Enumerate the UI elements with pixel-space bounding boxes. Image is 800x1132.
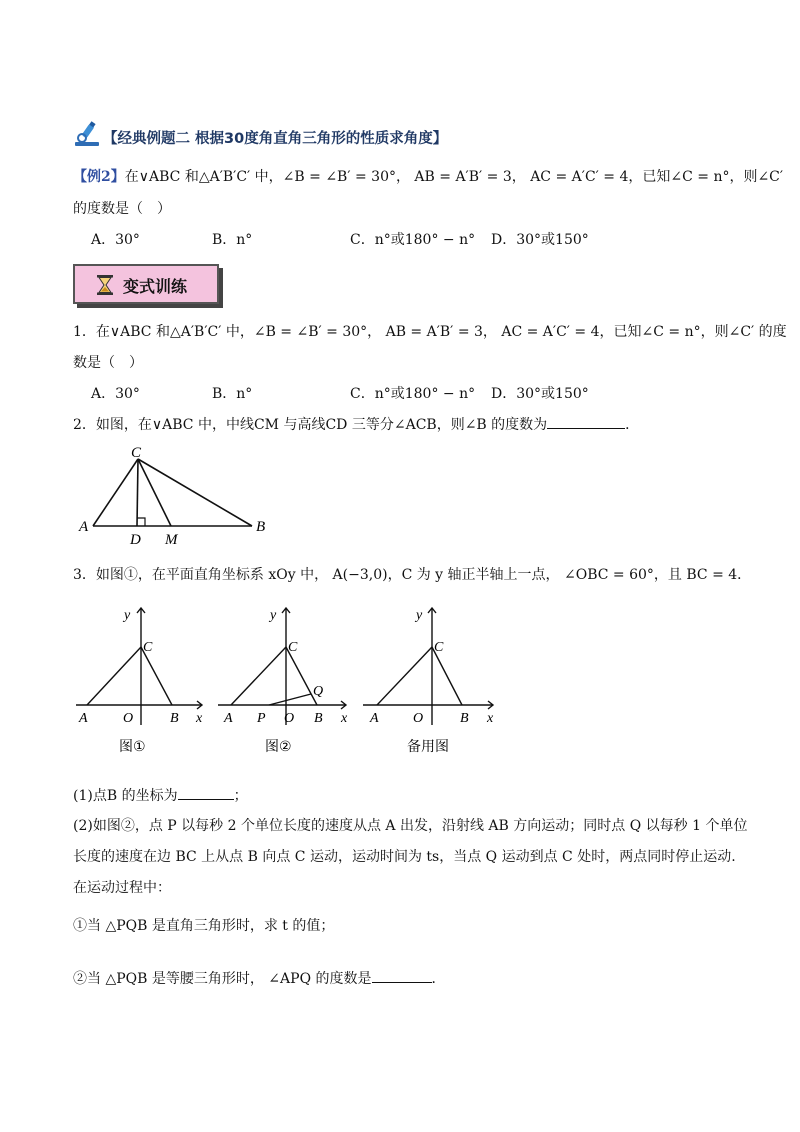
q1-line-2: 数是（ ） xyxy=(73,355,143,371)
q2-answer-blank[interactable] xyxy=(547,414,625,429)
fig2-label-x: x xyxy=(341,711,348,726)
fig3-label-o: O xyxy=(413,711,424,726)
fig2-label-o: O xyxy=(284,711,295,726)
variant-training-box xyxy=(73,264,219,304)
example-2-option-d: D．30°或150° xyxy=(491,232,589,248)
microscope-icon xyxy=(73,120,103,148)
fig2-label-y: y xyxy=(270,608,277,623)
example-2-option-b: B．n° xyxy=(212,232,253,248)
fig1-caption: 图① xyxy=(119,739,146,755)
fig2-label-c: C xyxy=(288,640,298,655)
q3-part-2-line-2: 长度的速度在边 BC 上从点 B 向点 C 运动，运动时间为 ts，当点 Q 运动到点 C 处时，两点同时停止运动. xyxy=(73,849,736,865)
q3-sub-2-prompt: ②当 △PQB 是等腰三角形时， ∠APQ 的度数是 xyxy=(73,971,372,987)
q3-figure-spare xyxy=(360,600,505,760)
fig1-label-y: y xyxy=(124,608,131,623)
example-2-line-1 xyxy=(73,167,783,187)
q3-sub-2-blank[interactable] xyxy=(372,968,432,983)
fig1-label-x: x xyxy=(196,711,203,726)
fig3-label-c: C xyxy=(434,640,444,655)
q1-option-a: A．30° xyxy=(91,386,140,402)
q3-part-1-prompt: (1)点B 的坐标为 xyxy=(73,788,178,804)
fig1-label-c: C xyxy=(143,640,153,655)
fig2-caption: 图② xyxy=(265,739,292,755)
q3-part-2-line-3: 在运动过程中： xyxy=(73,880,171,896)
section-heading: 【经典例题二 根据30度角直角三角形的性质求角度】 xyxy=(103,131,448,147)
q1-option-c: C．n°或180° − n° xyxy=(350,386,476,402)
fig2-label-q: Q xyxy=(313,684,324,699)
q2-label-d: D xyxy=(130,532,141,548)
fig2-label-b: B xyxy=(314,711,323,726)
q3-part-1-blank[interactable] xyxy=(178,785,234,800)
q3-sub-1: ①当 △PQB 是直角三角形时，求 t 的值； xyxy=(73,918,335,934)
variant-training-label: 变式训练 xyxy=(123,277,188,296)
hourglass-icon xyxy=(95,274,115,296)
q2-label-b: B xyxy=(256,519,266,535)
fig3-label-b: B xyxy=(460,711,469,726)
q3-part-1 xyxy=(73,785,248,806)
fig2-label-p: P xyxy=(257,711,266,726)
example-2-label: 【例2】 xyxy=(73,169,125,185)
q2-triangle-figure xyxy=(70,440,280,550)
q3-sub-2-end: ． xyxy=(431,971,446,987)
q2-text xyxy=(73,414,639,435)
q2-end: ． xyxy=(625,417,640,433)
q3-part-2-line-1: (2)如图②，点 P 以每秒 2 个单位长度的速度从点 A 出发，沿射线 AB 方向运动；同时点 Q 以每秒 1 个单位 xyxy=(73,818,748,834)
example-2-option-c: C．n°或180° − n° xyxy=(350,232,476,248)
fig3-label-x: x xyxy=(487,711,494,726)
fig3-caption: 备用图 xyxy=(407,739,449,755)
example-2-option-a: A．30° xyxy=(91,232,140,248)
q1-line-1: 1．在∨ABC 和△A′B′C′ 中，∠B = ∠B′ = 30°， AB = A′B′ = 3， AC = A′C′ = 4，已知∠C = n°，则∠C′ 的度 xyxy=(73,324,787,340)
q2-prompt: 2．如图，在∨ABC 中，中线CM 与高线CD 三等分∠ACB，则∠B 的度数为 xyxy=(73,417,548,433)
fig3-label-a: A xyxy=(370,711,379,726)
q2-label-c: C xyxy=(131,445,142,461)
example-2-text: 在∨ABC 和△A′B′C′ 中，∠B = ∠B′ = 30°， AB = A′B′ = 3， AC = A′C′ = 4，已知∠C = n°，则∠C′ xyxy=(124,169,784,185)
q2-label-a: A xyxy=(79,519,89,535)
q3-part-1-end: ； xyxy=(233,788,248,804)
fig1-label-b: B xyxy=(170,711,179,726)
q3-figure-2 xyxy=(215,600,360,760)
fig1-label-a: A xyxy=(79,711,88,726)
q1-option-b: B．n° xyxy=(212,386,253,402)
q3-intro: 3．如图①，在平面直角坐标系 xOy 中， A(−3,0)，C 为 y 轴正半轴上一点， ∠OBC = 60°，且 BC = 4． xyxy=(73,567,752,583)
example-2-line-2: 的度数是（ ） xyxy=(73,201,171,217)
q3-sub-2 xyxy=(73,968,446,989)
q2-label-m: M xyxy=(165,532,178,548)
fig2-label-a: A xyxy=(224,711,233,726)
fig3-label-y: y xyxy=(416,608,423,623)
fig1-label-o: O xyxy=(123,711,134,726)
q3-figure-1 xyxy=(70,600,215,760)
q1-option-d: D．30°或150° xyxy=(491,386,589,402)
